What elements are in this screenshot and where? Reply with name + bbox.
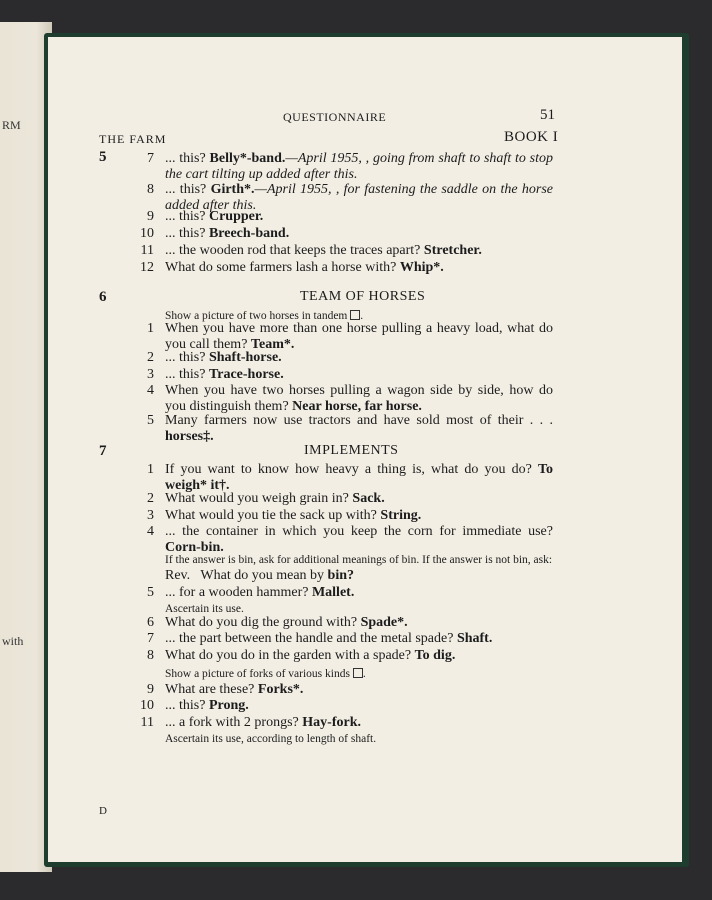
item-number: 11 (140, 715, 154, 730)
instruction-note: If the answer is bin, ask for additional meanings of bin. If the answer is not bin, ask: (165, 554, 553, 566)
question-item: What do some farmers lash a horse with? Whip*. (165, 260, 444, 275)
item-number: 6 (147, 615, 154, 630)
item-number: 4 (147, 383, 154, 398)
question-item: ... the wooden rod that keeps the traces apart? Stretcher. (165, 243, 482, 258)
section-title: TEAM OF HORSES (300, 289, 426, 304)
revision-question: Rev. What do you mean by bin? (165, 568, 355, 583)
picture-box-icon (350, 310, 360, 320)
item-number: 2 (147, 350, 154, 365)
section-number: 5 (99, 149, 107, 165)
running-title: QUESTIONNAIRE (283, 110, 387, 124)
question-item: ... this? Breech-band. (165, 226, 290, 241)
item-number: 7 (147, 151, 154, 166)
book-page (48, 37, 682, 862)
question-item: When you have more than one horse pulling a heavy load, what do you call them? Team*. (165, 321, 553, 352)
question-item: ... this? Shaft-horse. (165, 350, 282, 365)
book-label: BOOK I (504, 129, 559, 145)
question-item: Many farmers now use tractors and have sold most of their . . . horses‡. (165, 413, 553, 444)
instruction-note: Ascertain its use, according to length of shaft. (165, 733, 377, 745)
instruction-note: Show a picture of forks of various kinds . (165, 668, 366, 680)
question-item: What do you do in the garden with a spade? To dig. (165, 648, 456, 663)
question-item: ... the part between the handle and the metal spade? Shaft. (165, 631, 493, 646)
item-number: 7 (147, 631, 154, 646)
question-item: When you have two horses pulling a wagon side by side, how do you distinguish them? Near horse, far horse. (165, 383, 553, 414)
item-number: 1 (147, 321, 154, 336)
question-item: ... this? Prong. (165, 698, 249, 713)
section-title: IMPLEMENTS (304, 443, 399, 458)
question-item: ... a fork with 2 prongs? Hay-fork. (165, 715, 361, 730)
signature-mark: D (99, 805, 107, 817)
section-label-left: THE FARM (99, 132, 167, 146)
item-number: 10 (140, 698, 154, 713)
item-number: 1 (147, 462, 154, 477)
picture-box-icon (353, 668, 363, 678)
question-item: What would you weigh grain in? Sack. (165, 491, 385, 506)
question-item: ... the container in which you keep the corn for immediate use? Corn-bin. (165, 524, 553, 555)
item-number: 9 (147, 209, 154, 224)
question-item: ... this? Trace-horse. (165, 367, 284, 382)
question-item: If you want to know how heavy a thing is, what do you do? To weigh* it†. (165, 462, 554, 493)
section-number: 6 (99, 289, 107, 305)
question-item: What would you tie the sack up with? String. (165, 508, 422, 523)
question-item: ... this? Belly*-band.—April 1955, , going from shaft to shaft to stop the cart tilting up added after this. (165, 151, 553, 182)
item-number: 2 (147, 491, 154, 506)
facing-page-text: with (2, 634, 24, 648)
item-number: 3 (147, 367, 154, 382)
item-number: 8 (147, 648, 154, 663)
item-number: 3 (147, 508, 154, 523)
question-item: What are these? Forks*. (165, 682, 304, 697)
item-number: 8 (147, 182, 154, 197)
question-item: ... this? Crupper. (165, 209, 264, 224)
item-number: 10 (140, 226, 154, 241)
question-item: What do you dig the ground with? Spade*. (165, 615, 408, 630)
item-number: 5 (147, 413, 154, 428)
instruction-note: Show a picture of two horses in tandem . (165, 310, 364, 322)
instruction-note: Ascertain its use. (165, 603, 244, 615)
item-number: 11 (140, 243, 154, 258)
question-item: ... for a wooden hammer? Mallet. (165, 585, 355, 600)
item-number: 5 (147, 585, 154, 600)
item-number: 12 (140, 260, 154, 275)
section-number: 7 (99, 443, 107, 459)
page-number: 51 (540, 107, 555, 123)
item-number: 9 (147, 682, 154, 697)
question-item: ... this? Girth*.—April 1955, , for fastening the saddle on the horse added after this. (165, 182, 554, 213)
facing-page-text: RM (2, 118, 21, 132)
item-number: 4 (147, 524, 154, 539)
